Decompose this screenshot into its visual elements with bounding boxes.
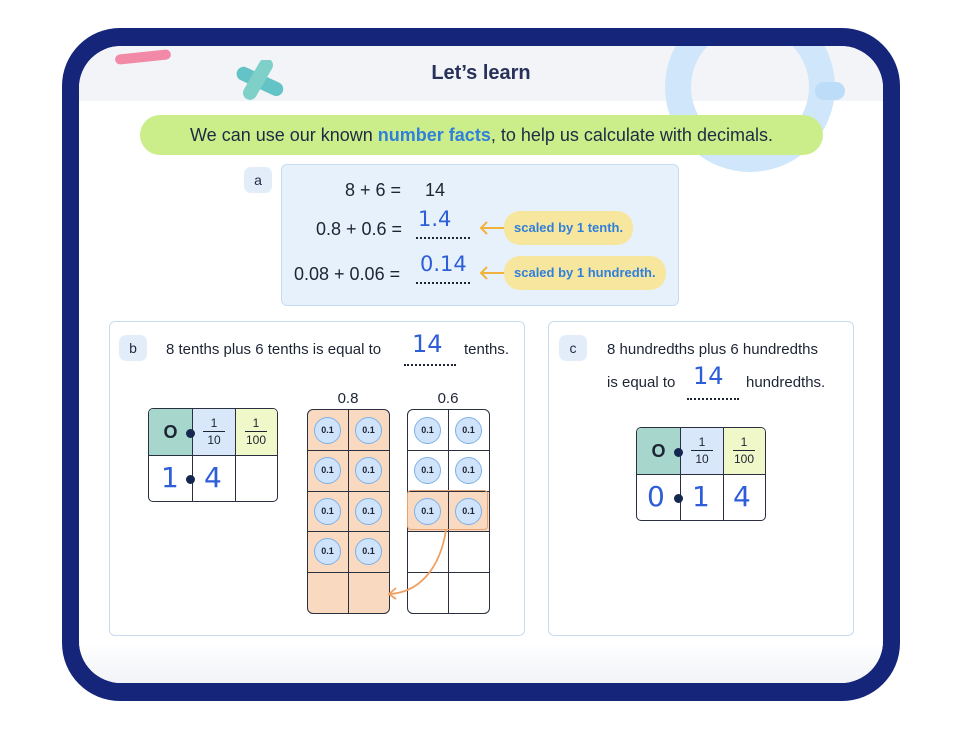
fraction-numerator: 1 xyxy=(698,435,706,449)
fraction-numerator: 1 xyxy=(740,435,748,449)
part-b-box xyxy=(109,321,525,636)
exchange-arrow-icon xyxy=(380,528,460,600)
part-b-answer-line xyxy=(404,364,456,366)
answer-line-3 xyxy=(416,282,470,284)
banner-highlight: number facts xyxy=(377,125,491,145)
tenth-counter: 0.1 xyxy=(455,498,482,525)
ones-digit: 1 xyxy=(161,461,179,494)
tenth-counter: 0.1 xyxy=(455,457,482,484)
fraction-denominator: 10 xyxy=(207,433,221,447)
tenths-digit: 4 xyxy=(204,461,222,494)
banner-text-end: , to help us calculate with decimals. xyxy=(490,125,773,145)
note-scaled-tenth: scaled by 1 tenth. xyxy=(504,211,633,245)
tenth-counter: 0.1 xyxy=(314,538,341,565)
exchange-highlight xyxy=(407,490,488,530)
part-c-tag: c xyxy=(559,335,587,361)
tenth-counter: 0.1 xyxy=(414,417,441,444)
hundredths-fraction xyxy=(241,416,271,447)
place-value-chart-c xyxy=(636,427,766,521)
column-label-0-6: 0.6 xyxy=(437,390,459,407)
decimal-point xyxy=(186,429,195,438)
equation-row-3: 0.08 + 0.06 = xyxy=(294,264,401,284)
column-label-0-8: 0.8 xyxy=(337,390,359,407)
fraction-numerator: 1 xyxy=(210,416,218,430)
intro-banner xyxy=(140,115,823,155)
fraction-denominator: 100 xyxy=(733,452,755,466)
tenths-digit: 1 xyxy=(692,480,710,513)
page-title: Let’s learn xyxy=(431,62,531,84)
tenths-header xyxy=(680,428,723,474)
hundredths-header xyxy=(235,409,277,455)
tenth-counter: 0.1 xyxy=(314,417,341,444)
part-c-line-2-start: is equal to xyxy=(607,374,676,391)
part-b-answer: 14 xyxy=(412,330,443,358)
decimal-point xyxy=(674,494,683,503)
tenths-column-0-8 xyxy=(307,409,390,614)
equation-answer-3: 0.14 xyxy=(420,252,467,276)
tenths-fraction xyxy=(199,416,229,447)
hundredths-fraction xyxy=(729,435,759,466)
answer-line-2 xyxy=(416,237,470,239)
banner-text-start: We can use our known xyxy=(190,125,378,145)
screen-bottom-fade xyxy=(79,643,883,683)
tenth-counter: 0.1 xyxy=(314,498,341,525)
equation-answer-2: 1.4 xyxy=(418,207,452,231)
tenth-counter: 0.1 xyxy=(314,457,341,484)
tenth-counter: 0.1 xyxy=(355,538,382,565)
ones-header: O xyxy=(149,409,192,455)
ones-header: O xyxy=(637,428,680,474)
place-value-chart-b xyxy=(148,408,278,502)
part-c-box xyxy=(548,321,854,636)
decimal-point xyxy=(186,475,195,484)
part-c-line-1: 8 hundredths plus 6 hundredths xyxy=(607,341,818,358)
equation-answer-1: 14 xyxy=(425,180,446,200)
tenth-counter: 0.1 xyxy=(355,457,382,484)
tenth-counter: 0.1 xyxy=(455,417,482,444)
note-scaled-hundredth: scaled by 1 hundredth. xyxy=(504,256,666,290)
fraction-denominator: 100 xyxy=(245,433,267,447)
tenths-header xyxy=(192,409,235,455)
hundredths-header xyxy=(723,428,765,474)
part-c-answer-line xyxy=(687,398,739,400)
hundredths-digit: 4 xyxy=(733,480,751,513)
part-c-answer: 14 xyxy=(693,362,724,390)
header-bar xyxy=(79,46,883,101)
decimal-point xyxy=(674,448,683,457)
fraction-denominator: 10 xyxy=(695,452,709,466)
ones-digit: 0 xyxy=(647,480,665,513)
tenths-fraction xyxy=(687,435,717,466)
arrow-left-icon xyxy=(478,266,506,280)
part-b-sentence-end: tenths. xyxy=(464,341,510,358)
tenth-counter: 0.1 xyxy=(355,498,382,525)
arrow-left-icon xyxy=(478,221,506,235)
part-a-box xyxy=(281,164,679,306)
fraction-numerator: 1 xyxy=(252,416,260,430)
tenth-counter: 0.1 xyxy=(414,457,441,484)
part-b-sentence-start: 8 tenths plus 6 tenths is equal to xyxy=(166,341,382,358)
equation-row-1: 8 + 6 = xyxy=(345,180,402,200)
lesson-screen xyxy=(79,46,883,683)
tenth-counter: 0.1 xyxy=(414,498,441,525)
part-a-tag: a xyxy=(244,167,272,193)
part-b-tag: b xyxy=(119,335,147,361)
tenth-counter: 0.1 xyxy=(355,417,382,444)
equation-row-2: 0.8 + 0.6 = xyxy=(316,219,403,239)
part-c-line-2-end: hundredths. xyxy=(746,374,826,391)
